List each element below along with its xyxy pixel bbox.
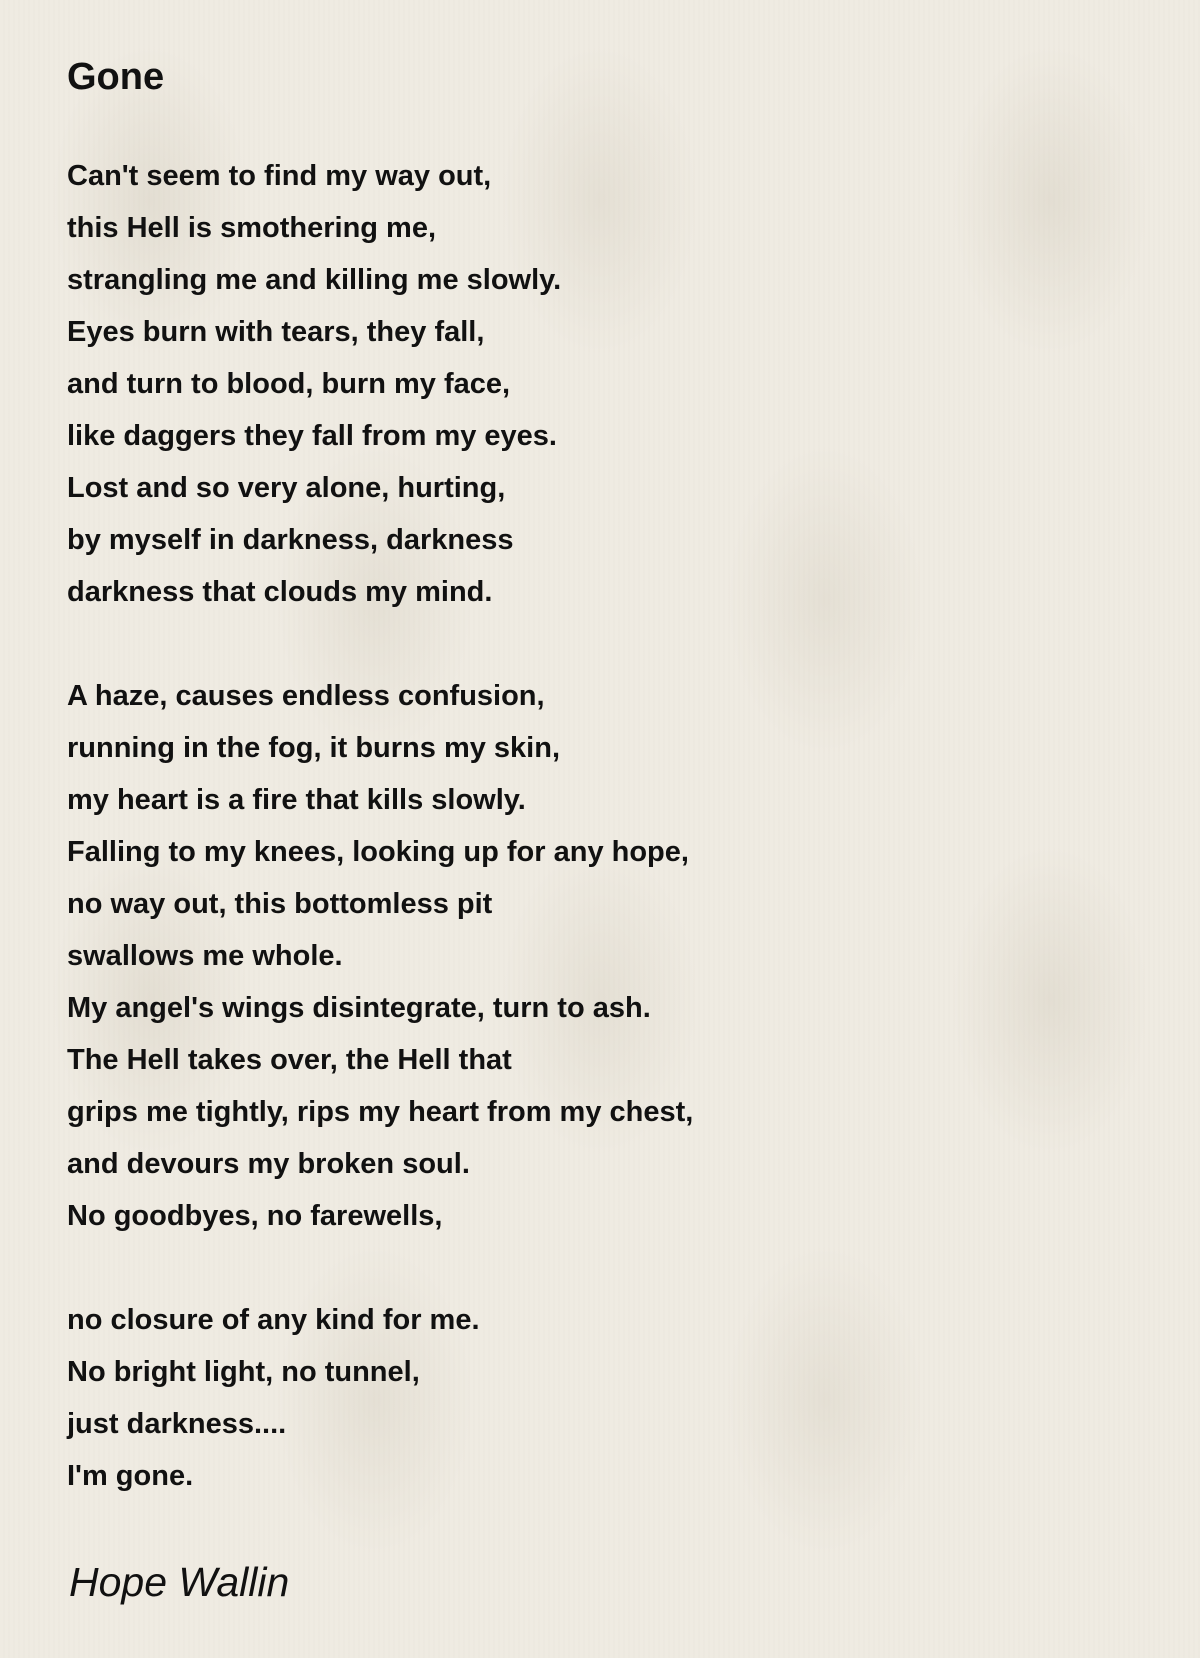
poem-line: no way out, this bottomless pit <box>67 888 493 920</box>
poem-line: Falling to my knees, looking up for any hope, <box>67 836 689 868</box>
poem-line: just darkness.... <box>67 1408 287 1440</box>
poem-line: by myself in darkness, darkness <box>67 524 514 556</box>
poem-line: like daggers they fall from my eyes. <box>67 420 557 452</box>
poem-title: Gone <box>67 56 165 98</box>
poem-line: I'm gone. <box>67 1460 194 1492</box>
stanza-1 <box>67 150 693 618</box>
poem-body <box>67 150 693 1502</box>
stanza-break <box>67 618 693 670</box>
poem-line: and devours my broken soul. <box>67 1148 470 1180</box>
poem-line: No goodbyes, no farewells, <box>67 1200 443 1232</box>
poem-line: darkness that clouds my mind. <box>67 576 493 608</box>
poem-author: Hope Wallin <box>69 1559 290 1605</box>
stanza-2 <box>67 670 693 1242</box>
poem-line: A haze, causes endless confusion, <box>67 680 545 712</box>
poem-line: No bright light, no tunnel, <box>67 1356 420 1388</box>
poem-line: grips me tightly, rips my heart from my chest, <box>67 1096 694 1128</box>
poem-line: strangling me and killing me slowly. <box>67 264 562 296</box>
poem-line: running in the fog, it burns my skin, <box>67 732 560 764</box>
poem-line: Lost and so very alone, hurting, <box>67 472 506 504</box>
poem-line: and turn to blood, burn my face, <box>67 368 511 400</box>
stanza-break <box>67 1242 693 1294</box>
poem-line: The Hell takes over, the Hell that <box>67 1044 512 1076</box>
poem-line: this Hell is smothering me, <box>67 212 437 244</box>
poem-line: my heart is a fire that kills slowly. <box>67 784 526 816</box>
poem-line: Eyes burn with tears, they fall, <box>67 316 485 348</box>
stanza-3 <box>67 1294 693 1502</box>
poem-line: no closure of any kind for me. <box>67 1304 480 1336</box>
poem-line: Can't seem to find my way out, <box>67 160 492 192</box>
poem-line: swallows me whole. <box>67 940 343 972</box>
poem-line: My angel's wings disintegrate, turn to ash. <box>67 992 651 1024</box>
